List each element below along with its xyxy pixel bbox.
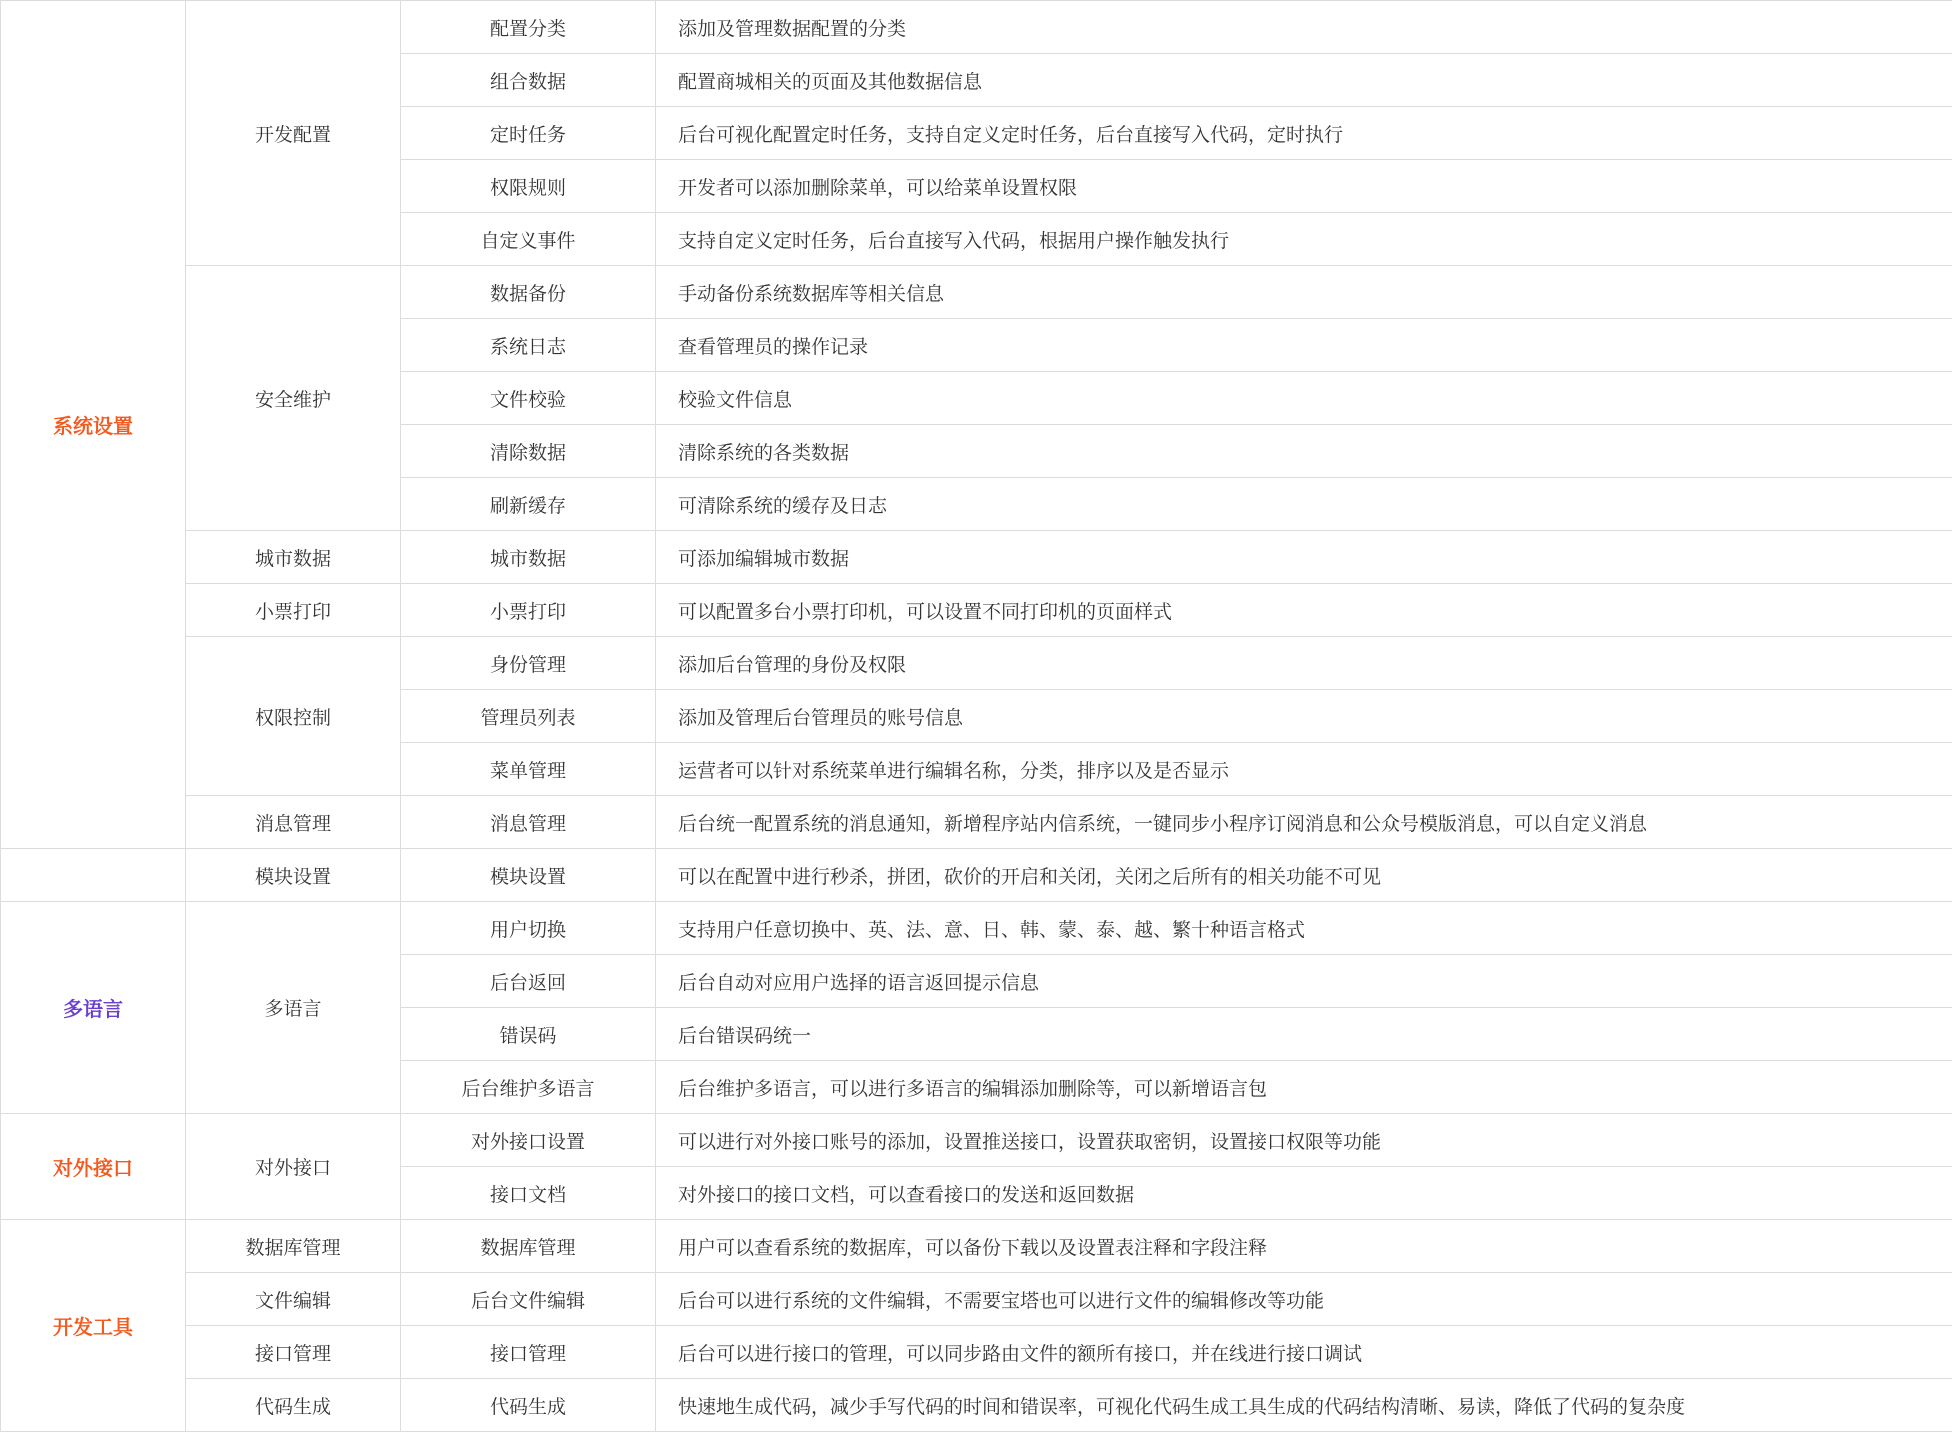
feature-description-cell: 支持自定义定时任务，后台直接写入代码，根据用户操作触发执行 [656, 213, 1952, 266]
feature-description-cell: 添加及管理数据配置的分类 [656, 1, 1952, 54]
table-row [1, 1114, 1952, 1167]
table-row [1, 902, 1952, 955]
feature-description-cell: 快速地生成代码，减少手写代码的时间和错误率，可视化代码生成工具生成的代码结构清晰、易读，降低了代码的复杂度 [656, 1379, 1952, 1432]
feature-name-cell: 刷新缓存 [401, 478, 656, 531]
feature-name-cell: 消息管理 [401, 796, 656, 849]
feature-name-cell: 后台文件编辑 [401, 1273, 656, 1326]
feature-description-cell: 查看管理员的操作记录 [656, 319, 1952, 372]
feature-name-cell: 组合数据 [401, 54, 656, 107]
module-group-cell: 安全维护 [186, 266, 401, 531]
feature-description-cell: 后台自动对应用户选择的语言返回提示信息 [656, 955, 1952, 1008]
feature-description-cell: 配置商城相关的页面及其他数据信息 [656, 54, 1952, 107]
feature-name-cell: 权限规则 [401, 160, 656, 213]
feature-description-cell: 支持用户任意切换中、英、法、意、日、韩、蒙、泰、越、繁十种语言格式 [656, 902, 1952, 955]
feature-name-cell: 自定义事件 [401, 213, 656, 266]
feature-name-cell: 城市数据 [401, 531, 656, 584]
feature-description-cell: 添加及管理后台管理员的账号信息 [656, 690, 1952, 743]
feature-name-cell: 用户切换 [401, 902, 656, 955]
category-cell: 对外接口 [1, 1114, 186, 1220]
feature-description-cell: 添加后台管理的身份及权限 [656, 637, 1952, 690]
feature-description-cell: 可清除系统的缓存及日志 [656, 478, 1952, 531]
feature-description-cell: 后台统一配置系统的消息通知，新增程序站内信系统，一键同步小程序订阅消息和公众号模版消息，可以自定义消息 [656, 796, 1952, 849]
feature-name-cell: 管理员列表 [401, 690, 656, 743]
module-group-cell: 文件编辑 [186, 1273, 401, 1326]
table-row [1, 1, 1952, 54]
feature-name-cell: 对外接口设置 [401, 1114, 656, 1167]
table-row [1, 531, 1952, 584]
feature-description-cell: 可以进行对外接口账号的添加，设置推送接口，设置获取密钥，设置接口权限等功能 [656, 1114, 1952, 1167]
feature-name-cell: 配置分类 [401, 1, 656, 54]
feature-name-cell: 后台维护多语言 [401, 1061, 656, 1114]
feature-description-cell: 用户可以查看系统的数据库，可以备份下载以及设置表注释和字段注释 [656, 1220, 1952, 1273]
category-cell: 多语言 [1, 902, 186, 1114]
table-row [1, 584, 1952, 637]
module-group-cell: 数据库管理 [186, 1220, 401, 1273]
feature-description-cell: 后台维护多语言，可以进行多语言的编辑添加删除等，可以新增语言包 [656, 1061, 1952, 1114]
feature-description-cell: 对外接口的接口文档，可以查看接口的发送和返回数据 [656, 1167, 1952, 1220]
feature-name-cell: 定时任务 [401, 107, 656, 160]
module-group-cell: 代码生成 [186, 1379, 401, 1432]
feature-name-cell: 模块设置 [401, 849, 656, 902]
module-group-cell: 开发配置 [186, 1, 401, 266]
feature-description-cell: 开发者可以添加删除菜单，可以给菜单设置权限 [656, 160, 1952, 213]
feature-description-cell: 后台可以进行系统的文件编辑，不需要宝塔也可以进行文件的编辑修改等功能 [656, 1273, 1952, 1326]
feature-description-cell: 可添加编辑城市数据 [656, 531, 1952, 584]
feature-description-cell: 手动备份系统数据库等相关信息 [656, 266, 1952, 319]
feature-description-cell: 后台可视化配置定时任务，支持自定义定时任务，后台直接写入代码，定时执行 [656, 107, 1952, 160]
table-row [1, 1379, 1952, 1432]
category-cell: 开发工具 [1, 1220, 186, 1432]
feature-name-cell: 接口文档 [401, 1167, 656, 1220]
table-row [1, 1326, 1952, 1379]
feature-description-cell: 后台可以进行接口的管理，可以同步路由文件的额所有接口，并在线进行接口调试 [656, 1326, 1952, 1379]
feature-name-cell: 后台返回 [401, 955, 656, 1008]
feature-table-body [1, 1, 1952, 1432]
module-group-cell: 消息管理 [186, 796, 401, 849]
feature-name-cell: 接口管理 [401, 1326, 656, 1379]
feature-name-cell: 清除数据 [401, 425, 656, 478]
feature-description-cell: 运营者可以针对系统菜单进行编辑名称，分类，排序以及是否显示 [656, 743, 1952, 796]
feature-name-cell: 错误码 [401, 1008, 656, 1061]
module-group-cell: 城市数据 [186, 531, 401, 584]
category-cell [1, 849, 186, 902]
table-row [1, 1220, 1952, 1273]
module-group-cell: 多语言 [186, 902, 401, 1114]
category-cell: 系统设置 [1, 1, 186, 849]
table-row [1, 849, 1952, 902]
feature-description-cell: 清除系统的各类数据 [656, 425, 1952, 478]
feature-description-cell: 可以在配置中进行秒杀，拼团，砍价的开启和关闭，关闭之后所有的相关功能不可见 [656, 849, 1952, 902]
feature-description-cell: 校验文件信息 [656, 372, 1952, 425]
feature-name-cell: 代码生成 [401, 1379, 656, 1432]
feature-name-cell: 系统日志 [401, 319, 656, 372]
module-group-cell: 接口管理 [186, 1326, 401, 1379]
module-group-cell: 对外接口 [186, 1114, 401, 1220]
feature-name-cell: 数据备份 [401, 266, 656, 319]
module-group-cell: 小票打印 [186, 584, 401, 637]
feature-name-cell: 小票打印 [401, 584, 656, 637]
table-row [1, 266, 1952, 319]
table-row [1, 796, 1952, 849]
feature-name-cell: 数据库管理 [401, 1220, 656, 1273]
table-row [1, 1273, 1952, 1326]
feature-name-cell: 身份管理 [401, 637, 656, 690]
module-group-cell: 权限控制 [186, 637, 401, 796]
feature-description-cell: 后台错误码统一 [656, 1008, 1952, 1061]
table-row [1, 637, 1952, 690]
module-group-cell: 模块设置 [186, 849, 401, 902]
feature-name-cell: 菜单管理 [401, 743, 656, 796]
feature-description-cell: 可以配置多台小票打印机，可以设置不同打印机的页面样式 [656, 584, 1952, 637]
feature-name-cell: 文件校验 [401, 372, 656, 425]
